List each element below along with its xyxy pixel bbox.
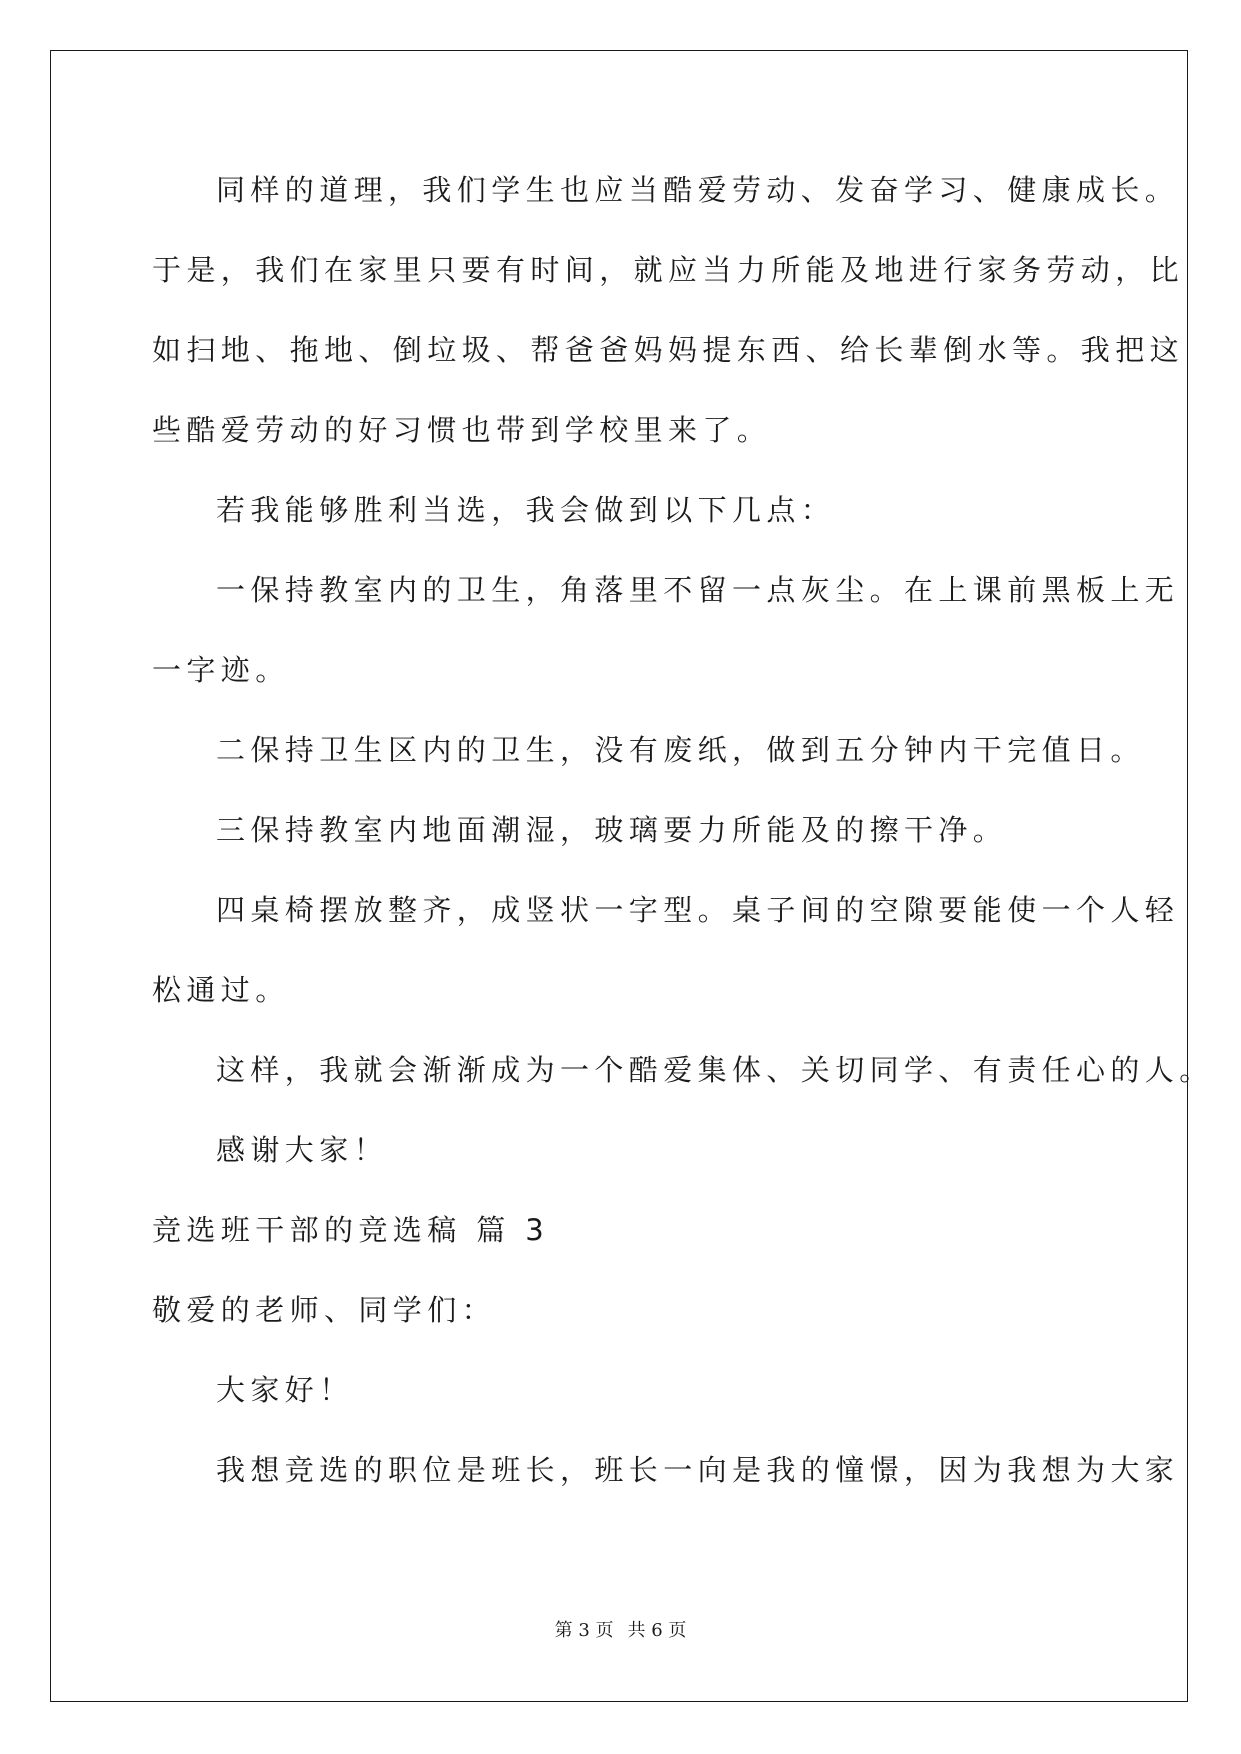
- paragraph-line: 感谢大家！: [216, 1133, 389, 1167]
- paragraph-line: 如扫地、拖地、倒垃圾、帮爸爸妈妈提东西、给长辈倒水等。我把这: [152, 333, 1185, 367]
- paragraph-line: 四桌椅摆放整齐，成竖状一字型。桌子间的空隙要能使一个人轻: [216, 893, 1180, 927]
- paragraph-line: 于是，我们在家里只要有时间，就应当力所能及地进行家务劳动，比: [152, 253, 1185, 287]
- paragraph-line: 若我能够胜利当选，我会做到以下几点：: [216, 493, 836, 527]
- paragraph-line: 我想竞选的职位是班长，班长一向是我的憧憬，因为我想为大家: [216, 1453, 1180, 1487]
- paragraph-line: 二保持卫生区内的卫生，没有废纸，做到五分钟内干完值日。: [216, 733, 1145, 767]
- paragraph-line: 同样的道理，我们学生也应当酷爱劳动、发奋学习、健康成长。: [216, 173, 1180, 207]
- paragraph-line: 三保持教室内地面潮湿，玻璃要力所能及的擦干净。: [216, 813, 1008, 847]
- page-number-current: 第 3 页: [554, 1620, 614, 1641]
- paragraph-line: 一字迹。: [152, 653, 290, 687]
- paragraph-line: 一保持教室内的卫生，角落里不留一点灰尘。在上课前黑板上无: [216, 573, 1180, 607]
- section-heading: 竞选班干部的竞选稿 篇 3: [152, 1213, 550, 1247]
- salutation-line: 敬爱的老师、同学们：: [152, 1293, 497, 1327]
- paragraph-line: 大家好！: [216, 1373, 354, 1407]
- page-number-total: 共 6 页: [627, 1620, 687, 1641]
- page-footer: [0, 1618, 1241, 1644]
- paragraph-line: 这样，我就会渐渐成为一个酷爱集体、关切同学、有责任心的人。: [216, 1053, 1214, 1087]
- paragraph-line: 些酷爱劳动的好习惯也带到学校里来了。: [152, 413, 772, 447]
- paragraph-line: 松通过。: [152, 973, 290, 1007]
